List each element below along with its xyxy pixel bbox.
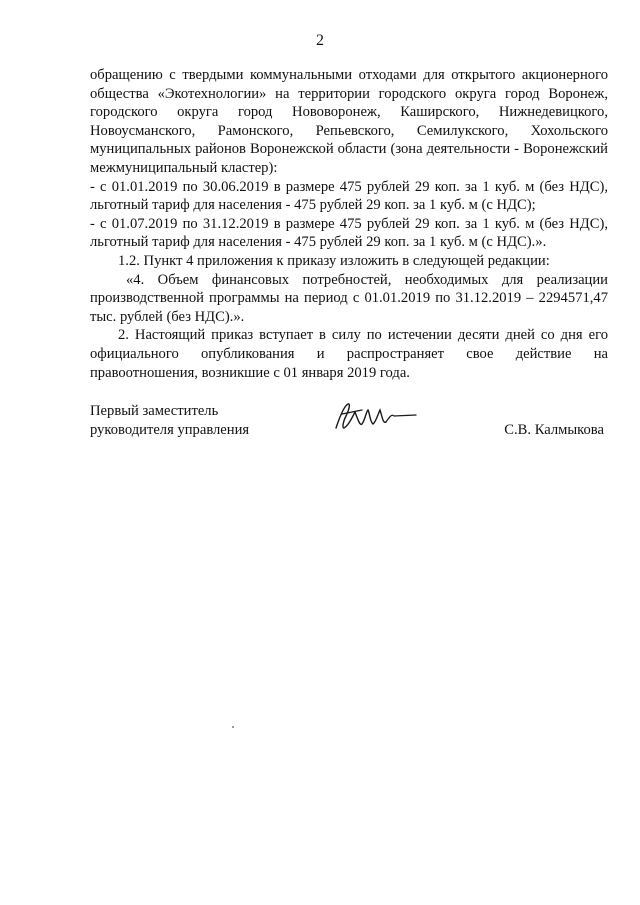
scan-speck <box>232 726 234 728</box>
signature-block <box>90 402 608 462</box>
paragraph-tariff-first-half: - с 01.01.2019 по 30.06.2019 в размере 475 рублей 29 коп. за 1 куб. м (без НДС), льготный тариф для населения - 475 рублей 29 коп. за 1 куб. м (с НДС); <box>90 178 608 214</box>
paragraph-financial-needs: «4. Объем финансовых потребностей, необходимых для реализации производственной программы на период с 01.01.2019 по 31.12.2019 – 2294571,47 тыс. рублей (без НДС).». <box>90 271 608 325</box>
signatory-title-line-2: руководителя управления <box>90 422 250 438</box>
paragraph-clause-1-2: 1.2. Пункт 4 приложения к приказу изложить в следующей редакции: <box>118 252 550 269</box>
paragraph-tariff-second-half: - с 01.07.2019 по 31.12.2019 в размере 475 рублей 29 коп. за 1 куб. м (без НДС), льготный тариф для населения - 475 рублей 29 коп. за 1 куб. м (с НДС).». <box>90 215 608 251</box>
page-number: 2 <box>316 32 324 49</box>
paragraph-tariff-intro: обращению с твердыми коммунальными отходами для открытого акционерного общества «Экотехнологии» на территории городского округа город Воронеж, городского округа город Нововоронеж, Каширского, Нижнедевицкого, Новоусманского, Рамонского, Репьевского, Семилукского, Хохольского муниципальных районов Воронежской области (зона деятельности - Воронежский межмуниципальный кластер): <box>90 67 608 176</box>
document-body <box>90 66 608 382</box>
signatory-name: С.В. Калмыкова <box>504 422 604 438</box>
signatory-title <box>90 402 249 440</box>
paragraph-effective-date: 2. Настоящий приказ вступает в силу по истечении десяти дней со дня его официального опубликования и распространяет свое действие на правоотношения, возникшие с 01 января 2019 года. <box>90 327 608 381</box>
handwritten-signature <box>328 398 420 438</box>
signatory-title-line-1: Первый заместитель <box>90 403 219 419</box>
